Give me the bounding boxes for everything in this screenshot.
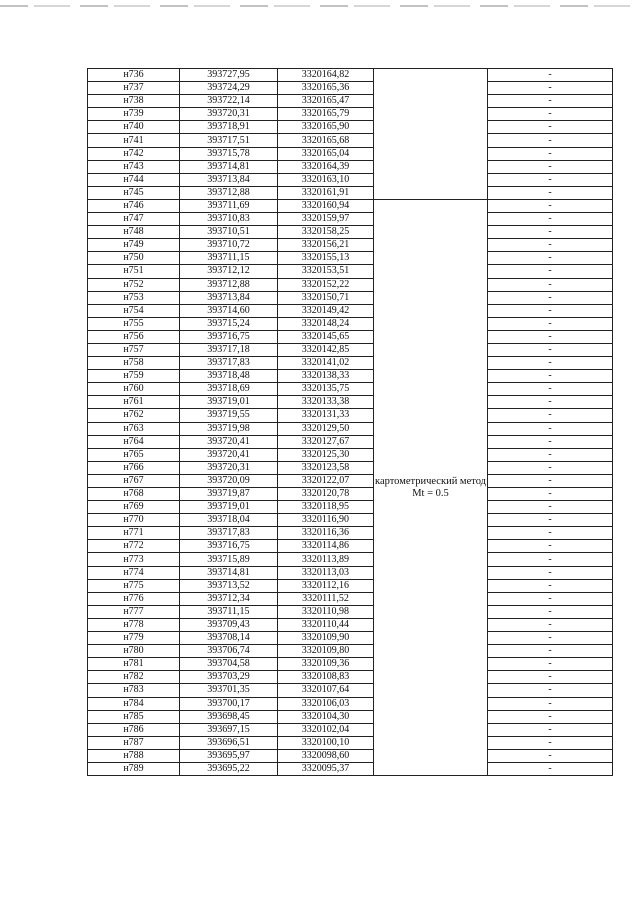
y-coordinate-cell: 3320165,90 bbox=[278, 121, 374, 134]
note-cell: - bbox=[488, 291, 613, 304]
note-cell: - bbox=[488, 566, 613, 579]
point-name-cell: н743 bbox=[88, 160, 180, 173]
x-coordinate-cell: 393714,81 bbox=[180, 566, 278, 579]
note-cell: - bbox=[488, 304, 613, 317]
point-name-cell: н778 bbox=[88, 618, 180, 631]
note-cell: - bbox=[488, 121, 613, 134]
point-name-cell: н750 bbox=[88, 252, 180, 265]
note-cell: - bbox=[488, 501, 613, 514]
note-cell: - bbox=[488, 82, 613, 95]
coordinates-table-body bbox=[88, 69, 613, 776]
table-row bbox=[88, 108, 613, 121]
point-name-cell: н755 bbox=[88, 317, 180, 330]
x-coordinate-cell: 393720,09 bbox=[180, 474, 278, 487]
point-name-cell: н737 bbox=[88, 82, 180, 95]
y-coordinate-cell: 3320159,97 bbox=[278, 213, 374, 226]
y-coordinate-cell: 3320116,90 bbox=[278, 514, 374, 527]
y-coordinate-cell: 3320113,03 bbox=[278, 566, 374, 579]
y-coordinate-cell: 3320163,10 bbox=[278, 173, 374, 186]
x-coordinate-cell: 393712,34 bbox=[180, 592, 278, 605]
y-coordinate-cell: 3320110,98 bbox=[278, 605, 374, 618]
table-row bbox=[88, 448, 613, 461]
y-coordinate-cell: 3320145,65 bbox=[278, 330, 374, 343]
table-row bbox=[88, 69, 613, 82]
point-name-cell: н762 bbox=[88, 409, 180, 422]
x-coordinate-cell: 393710,51 bbox=[180, 226, 278, 239]
x-coordinate-cell: 393715,89 bbox=[180, 553, 278, 566]
point-name-cell: н768 bbox=[88, 488, 180, 501]
point-name-cell: н788 bbox=[88, 749, 180, 762]
point-name-cell: н774 bbox=[88, 566, 180, 579]
x-coordinate-cell: 393701,35 bbox=[180, 684, 278, 697]
x-coordinate-cell: 393718,04 bbox=[180, 514, 278, 527]
y-coordinate-cell: 3320123,58 bbox=[278, 461, 374, 474]
table-row bbox=[88, 501, 613, 514]
y-coordinate-cell: 3320098,60 bbox=[278, 749, 374, 762]
point-name-cell: н753 bbox=[88, 291, 180, 304]
note-cell: - bbox=[488, 645, 613, 658]
point-name-cell: н770 bbox=[88, 514, 180, 527]
x-coordinate-cell: 393711,15 bbox=[180, 252, 278, 265]
y-coordinate-cell: 3320109,80 bbox=[278, 645, 374, 658]
y-coordinate-cell: 3320107,64 bbox=[278, 684, 374, 697]
table-row bbox=[88, 762, 613, 775]
y-coordinate-cell: 3320129,50 bbox=[278, 422, 374, 435]
note-cell: - bbox=[488, 239, 613, 252]
x-coordinate-cell: 393710,83 bbox=[180, 213, 278, 226]
point-name-cell: н751 bbox=[88, 265, 180, 278]
table-row bbox=[88, 317, 613, 330]
x-coordinate-cell: 393717,51 bbox=[180, 134, 278, 147]
x-coordinate-cell: 393719,98 bbox=[180, 422, 278, 435]
point-name-cell: н760 bbox=[88, 383, 180, 396]
point-name-cell: н752 bbox=[88, 278, 180, 291]
point-name-cell: н745 bbox=[88, 186, 180, 199]
y-coordinate-cell: 3320108,83 bbox=[278, 671, 374, 684]
table-row bbox=[88, 435, 613, 448]
x-coordinate-cell: 393703,29 bbox=[180, 671, 278, 684]
point-name-cell: н746 bbox=[88, 199, 180, 212]
point-name-cell: н776 bbox=[88, 592, 180, 605]
table-row bbox=[88, 278, 613, 291]
point-name-cell: н759 bbox=[88, 370, 180, 383]
note-cell: - bbox=[488, 226, 613, 239]
point-name-cell: н780 bbox=[88, 645, 180, 658]
x-coordinate-cell: 393716,75 bbox=[180, 540, 278, 553]
scan-artifact-line bbox=[0, 5, 640, 7]
y-coordinate-cell: 3320142,85 bbox=[278, 343, 374, 356]
table-row bbox=[88, 514, 613, 527]
x-coordinate-cell: 393714,81 bbox=[180, 160, 278, 173]
x-coordinate-cell: 393714,60 bbox=[180, 304, 278, 317]
note-cell: - bbox=[488, 343, 613, 356]
table-row bbox=[88, 409, 613, 422]
note-cell: - bbox=[488, 671, 613, 684]
x-coordinate-cell: 393698,45 bbox=[180, 710, 278, 723]
table-row bbox=[88, 95, 613, 108]
table-row bbox=[88, 357, 613, 370]
table-row bbox=[88, 82, 613, 95]
y-coordinate-cell: 3320149,42 bbox=[278, 304, 374, 317]
table-row bbox=[88, 684, 613, 697]
x-coordinate-cell: 393720,41 bbox=[180, 435, 278, 448]
table-row bbox=[88, 265, 613, 278]
x-coordinate-cell: 393697,15 bbox=[180, 723, 278, 736]
note-cell: - bbox=[488, 697, 613, 710]
point-name-cell: н747 bbox=[88, 213, 180, 226]
table-row bbox=[88, 540, 613, 553]
table-row bbox=[88, 474, 613, 487]
table-row bbox=[88, 488, 613, 501]
x-coordinate-cell: 393712,12 bbox=[180, 265, 278, 278]
y-coordinate-cell: 3320165,04 bbox=[278, 147, 374, 160]
note-cell: - bbox=[488, 448, 613, 461]
y-coordinate-cell: 3320160,94 bbox=[278, 199, 374, 212]
point-name-cell: н744 bbox=[88, 173, 180, 186]
point-name-cell: н739 bbox=[88, 108, 180, 121]
table-row bbox=[88, 396, 613, 409]
note-cell: - bbox=[488, 618, 613, 631]
x-coordinate-cell: 393722,14 bbox=[180, 95, 278, 108]
note-cell: - bbox=[488, 553, 613, 566]
table-row bbox=[88, 618, 613, 631]
note-cell: - bbox=[488, 134, 613, 147]
table-row bbox=[88, 697, 613, 710]
y-coordinate-cell: 3320106,03 bbox=[278, 697, 374, 710]
y-coordinate-cell: 3320100,10 bbox=[278, 736, 374, 749]
point-name-cell: н787 bbox=[88, 736, 180, 749]
note-cell: - bbox=[488, 422, 613, 435]
point-name-cell: н766 bbox=[88, 461, 180, 474]
y-coordinate-cell: 3320122,07 bbox=[278, 474, 374, 487]
note-cell: - bbox=[488, 186, 613, 199]
note-cell: - bbox=[488, 147, 613, 160]
x-coordinate-cell: 393719,01 bbox=[180, 501, 278, 514]
x-coordinate-cell: 393713,84 bbox=[180, 291, 278, 304]
table-row bbox=[88, 553, 613, 566]
note-cell: - bbox=[488, 514, 613, 527]
table-row bbox=[88, 147, 613, 160]
table-row bbox=[88, 579, 613, 592]
y-coordinate-cell: 3320141,02 bbox=[278, 357, 374, 370]
point-name-cell: н786 bbox=[88, 723, 180, 736]
point-name-cell: н775 bbox=[88, 579, 180, 592]
note-cell: - bbox=[488, 710, 613, 723]
point-name-cell: н749 bbox=[88, 239, 180, 252]
table-row bbox=[88, 213, 613, 226]
point-name-cell: н783 bbox=[88, 684, 180, 697]
y-coordinate-cell: 3320165,79 bbox=[278, 108, 374, 121]
x-coordinate-cell: 393713,84 bbox=[180, 173, 278, 186]
point-name-cell: н738 bbox=[88, 95, 180, 108]
x-coordinate-cell: 393717,18 bbox=[180, 343, 278, 356]
y-coordinate-cell: 3320161,91 bbox=[278, 186, 374, 199]
note-cell: - bbox=[488, 357, 613, 370]
point-name-cell: н736 bbox=[88, 69, 180, 82]
x-coordinate-cell: 393696,51 bbox=[180, 736, 278, 749]
point-name-cell: н758 bbox=[88, 357, 180, 370]
point-name-cell: н769 bbox=[88, 501, 180, 514]
x-coordinate-cell: 393720,31 bbox=[180, 461, 278, 474]
table-row bbox=[88, 592, 613, 605]
note-cell: - bbox=[488, 632, 613, 645]
table-row bbox=[88, 370, 613, 383]
point-name-cell: н748 bbox=[88, 226, 180, 239]
point-name-cell: н777 bbox=[88, 605, 180, 618]
point-name-cell: н767 bbox=[88, 474, 180, 487]
table-row bbox=[88, 736, 613, 749]
point-name-cell: н789 bbox=[88, 762, 180, 775]
x-coordinate-cell: 393715,78 bbox=[180, 147, 278, 160]
note-cell: - bbox=[488, 160, 613, 173]
y-coordinate-cell: 3320120,78 bbox=[278, 488, 374, 501]
note-cell: - bbox=[488, 474, 613, 487]
x-coordinate-cell: 393711,69 bbox=[180, 199, 278, 212]
table-row bbox=[88, 383, 613, 396]
point-name-cell: н764 bbox=[88, 435, 180, 448]
y-coordinate-cell: 3320150,71 bbox=[278, 291, 374, 304]
table-row bbox=[88, 304, 613, 317]
y-coordinate-cell: 3320158,25 bbox=[278, 226, 374, 239]
method-cell: картометрический метод Mt = 0.5 bbox=[374, 199, 488, 775]
table-row bbox=[88, 461, 613, 474]
note-cell: - bbox=[488, 488, 613, 501]
x-coordinate-cell: 393718,48 bbox=[180, 370, 278, 383]
y-coordinate-cell: 3320155,13 bbox=[278, 252, 374, 265]
note-cell: - bbox=[488, 199, 613, 212]
y-coordinate-cell: 3320152,22 bbox=[278, 278, 374, 291]
point-name-cell: н785 bbox=[88, 710, 180, 723]
y-coordinate-cell: 3320165,36 bbox=[278, 82, 374, 95]
y-coordinate-cell: 3320127,67 bbox=[278, 435, 374, 448]
y-coordinate-cell: 3320125,30 bbox=[278, 448, 374, 461]
x-coordinate-cell: 393719,01 bbox=[180, 396, 278, 409]
note-cell: - bbox=[488, 409, 613, 422]
note-cell: - bbox=[488, 762, 613, 775]
note-cell: - bbox=[488, 684, 613, 697]
x-coordinate-cell: 393717,83 bbox=[180, 357, 278, 370]
table-row bbox=[88, 226, 613, 239]
x-coordinate-cell: 393718,69 bbox=[180, 383, 278, 396]
y-coordinate-cell: 3320114,86 bbox=[278, 540, 374, 553]
table-row bbox=[88, 252, 613, 265]
table-row bbox=[88, 605, 613, 618]
point-name-cell: н763 bbox=[88, 422, 180, 435]
note-cell: - bbox=[488, 592, 613, 605]
table-row bbox=[88, 566, 613, 579]
y-coordinate-cell: 3320110,44 bbox=[278, 618, 374, 631]
note-cell: - bbox=[488, 213, 613, 226]
point-name-cell: н779 bbox=[88, 632, 180, 645]
note-cell: - bbox=[488, 265, 613, 278]
note-cell: - bbox=[488, 723, 613, 736]
x-coordinate-cell: 393711,15 bbox=[180, 605, 278, 618]
table-row bbox=[88, 160, 613, 173]
x-coordinate-cell: 393727,95 bbox=[180, 69, 278, 82]
y-coordinate-cell: 3320165,68 bbox=[278, 134, 374, 147]
table-row bbox=[88, 186, 613, 199]
x-coordinate-cell: 393719,87 bbox=[180, 488, 278, 501]
table-row bbox=[88, 343, 613, 356]
note-cell: - bbox=[488, 736, 613, 749]
note-cell: - bbox=[488, 278, 613, 291]
point-name-cell: н761 bbox=[88, 396, 180, 409]
table-row bbox=[88, 749, 613, 762]
x-coordinate-cell: 393700,17 bbox=[180, 697, 278, 710]
y-coordinate-cell: 3320104,30 bbox=[278, 710, 374, 723]
table-row bbox=[88, 632, 613, 645]
x-coordinate-cell: 393720,31 bbox=[180, 108, 278, 121]
note-cell: - bbox=[488, 435, 613, 448]
point-name-cell: н784 bbox=[88, 697, 180, 710]
table-row bbox=[88, 422, 613, 435]
note-cell: - bbox=[488, 749, 613, 762]
table-row bbox=[88, 199, 613, 212]
y-coordinate-cell: 3320109,90 bbox=[278, 632, 374, 645]
note-cell: - bbox=[488, 173, 613, 186]
table-row bbox=[88, 291, 613, 304]
y-coordinate-cell: 3320133,38 bbox=[278, 396, 374, 409]
x-coordinate-cell: 393695,22 bbox=[180, 762, 278, 775]
y-coordinate-cell: 3320095,37 bbox=[278, 762, 374, 775]
y-coordinate-cell: 3320148,24 bbox=[278, 317, 374, 330]
table-row bbox=[88, 330, 613, 343]
y-coordinate-cell: 3320153,51 bbox=[278, 265, 374, 278]
point-name-cell: н741 bbox=[88, 134, 180, 147]
x-coordinate-cell: 393716,75 bbox=[180, 330, 278, 343]
note-cell: - bbox=[488, 658, 613, 671]
table-row bbox=[88, 239, 613, 252]
note-cell: - bbox=[488, 69, 613, 82]
y-coordinate-cell: 3320109,36 bbox=[278, 658, 374, 671]
x-coordinate-cell: 393695,97 bbox=[180, 749, 278, 762]
point-name-cell: н757 bbox=[88, 343, 180, 356]
y-coordinate-cell: 3320165,47 bbox=[278, 95, 374, 108]
x-coordinate-cell: 393708,14 bbox=[180, 632, 278, 645]
method-cell bbox=[374, 69, 488, 200]
table-row bbox=[88, 658, 613, 671]
x-coordinate-cell: 393712,88 bbox=[180, 186, 278, 199]
x-coordinate-cell: 393706,74 bbox=[180, 645, 278, 658]
note-cell: - bbox=[488, 461, 613, 474]
y-coordinate-cell: 3320164,39 bbox=[278, 160, 374, 173]
x-coordinate-cell: 393709,43 bbox=[180, 618, 278, 631]
table-row bbox=[88, 134, 613, 147]
coordinates-table bbox=[87, 68, 613, 776]
point-name-cell: н782 bbox=[88, 671, 180, 684]
table-row bbox=[88, 710, 613, 723]
note-cell: - bbox=[488, 605, 613, 618]
x-coordinate-cell: 393720,41 bbox=[180, 448, 278, 461]
table-row bbox=[88, 645, 613, 658]
note-cell: - bbox=[488, 95, 613, 108]
table-row bbox=[88, 723, 613, 736]
point-name-cell: н772 bbox=[88, 540, 180, 553]
y-coordinate-cell: 3320102,04 bbox=[278, 723, 374, 736]
note-cell: - bbox=[488, 579, 613, 592]
x-coordinate-cell: 393710,72 bbox=[180, 239, 278, 252]
x-coordinate-cell: 393719,55 bbox=[180, 409, 278, 422]
table-row bbox=[88, 121, 613, 134]
y-coordinate-cell: 3320111,52 bbox=[278, 592, 374, 605]
x-coordinate-cell: 393715,24 bbox=[180, 317, 278, 330]
y-coordinate-cell: 3320156,21 bbox=[278, 239, 374, 252]
x-coordinate-cell: 393713,52 bbox=[180, 579, 278, 592]
note-cell: - bbox=[488, 527, 613, 540]
y-coordinate-cell: 3320113,89 bbox=[278, 553, 374, 566]
note-cell: - bbox=[488, 252, 613, 265]
note-cell: - bbox=[488, 540, 613, 553]
y-coordinate-cell: 3320135,75 bbox=[278, 383, 374, 396]
note-cell: - bbox=[488, 317, 613, 330]
point-name-cell: н742 bbox=[88, 147, 180, 160]
note-cell: - bbox=[488, 108, 613, 121]
y-coordinate-cell: 3320164,82 bbox=[278, 69, 374, 82]
x-coordinate-cell: 393704,58 bbox=[180, 658, 278, 671]
point-name-cell: н771 bbox=[88, 527, 180, 540]
point-name-cell: н765 bbox=[88, 448, 180, 461]
table-row bbox=[88, 527, 613, 540]
note-cell: - bbox=[488, 370, 613, 383]
note-cell: - bbox=[488, 396, 613, 409]
table-row bbox=[88, 671, 613, 684]
x-coordinate-cell: 393724,29 bbox=[180, 82, 278, 95]
note-cell: - bbox=[488, 383, 613, 396]
table-row bbox=[88, 173, 613, 186]
point-name-cell: н773 bbox=[88, 553, 180, 566]
y-coordinate-cell: 3320112,16 bbox=[278, 579, 374, 592]
y-coordinate-cell: 3320138,33 bbox=[278, 370, 374, 383]
y-coordinate-cell: 3320118,95 bbox=[278, 501, 374, 514]
x-coordinate-cell: 393718,91 bbox=[180, 121, 278, 134]
point-name-cell: н756 bbox=[88, 330, 180, 343]
point-name-cell: н740 bbox=[88, 121, 180, 134]
point-name-cell: н754 bbox=[88, 304, 180, 317]
y-coordinate-cell: 3320131,33 bbox=[278, 409, 374, 422]
y-coordinate-cell: 3320116,36 bbox=[278, 527, 374, 540]
point-name-cell: н781 bbox=[88, 658, 180, 671]
x-coordinate-cell: 393712,88 bbox=[180, 278, 278, 291]
note-cell: - bbox=[488, 330, 613, 343]
x-coordinate-cell: 393717,83 bbox=[180, 527, 278, 540]
